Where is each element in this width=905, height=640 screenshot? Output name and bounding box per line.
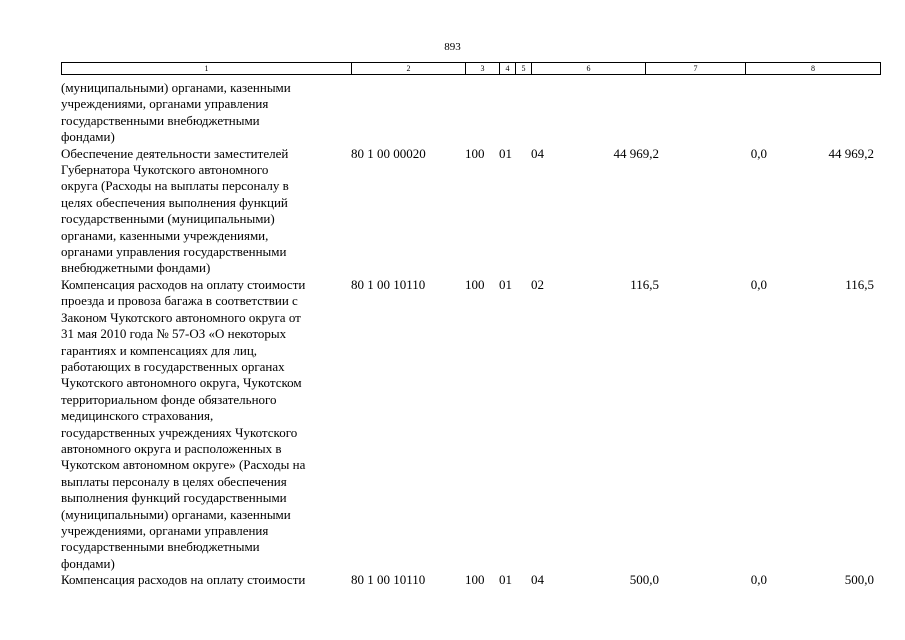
subsection-code: 04 (531, 145, 544, 161)
expense-name: Компенсация расходов на оплату стоимости проезда и провоза багажа в соответствии с Законом Чукотского автономного округа от 31 мая 2010 года № 57-ОЗ «О некоторых гарантиях и компенсациях для лиц, работающих в государственных органах Чукотского автономного округа, Чукотском территориальном фонде обязательного медицинского страхования, государственных учреждениях Чукотского автономного округа и расположенных в Чукотском автономном округе» (Расходы на выплаты персоналу в целях обеспечения выполнения функций государственными (муниципальными) органами, казенными учреждениями, органами управления государственными внебюджетными фондами) (61, 276, 306, 571)
budget-table-body (61, 80, 880, 589)
amount-column-7: 0,0 (750, 276, 767, 292)
table-row (61, 146, 880, 277)
header-column-7: 7 (646, 63, 746, 75)
header-column-6: 6 (532, 63, 646, 75)
subsection-code: 02 (531, 276, 544, 292)
section-code: 01 (499, 145, 512, 161)
amount-column-6: 116,5 (630, 276, 659, 292)
amount-column-6: 500,0 (629, 572, 659, 588)
header-column-3: 3 (466, 63, 500, 75)
subsection-code: 04 (531, 572, 544, 588)
expense-type-code: 100 (465, 145, 485, 161)
section-code: 01 (499, 276, 512, 292)
expense-name: Компенсация расходов на оплату стоимости (61, 572, 306, 588)
amount-column-8: 116,5 (845, 276, 874, 292)
amount-column-8: 500,0 (844, 572, 874, 588)
table-row (61, 572, 880, 588)
amount-column-7: 0,0 (750, 572, 767, 588)
column-number-header (61, 62, 881, 75)
page-number: 893 (444, 41, 461, 53)
expense-type-code: 100 (465, 572, 485, 588)
expense-type-code: 100 (465, 276, 485, 292)
header-column-8: 8 (746, 63, 881, 75)
table-row (61, 277, 880, 572)
amount-column-6: 44 969,2 (613, 145, 659, 161)
table-row (61, 80, 880, 146)
expense-name: (муниципальными) органами, казенными учреждениями, органами управления государственными внебюджетными фондами) (61, 80, 291, 145)
header-column-5: 5 (516, 63, 532, 75)
amount-column-7: 0,0 (750, 145, 767, 161)
expense-name: Обеспечение деятельности заместителей Губернатора Чукотского автономного округа (Расходы на выплаты персоналу в целях обеспечения выполнения функций государственными (муниципальными) органами, казенными учреждениями, органами управления государственными внебюджетными фондами) (61, 145, 289, 276)
target-article-code: 80 1 00 10110 (351, 572, 426, 588)
amount-column-8: 44 969,2 (828, 145, 874, 161)
header-column-2: 2 (352, 63, 466, 75)
section-code: 01 (499, 572, 512, 588)
target-article-code: 80 1 00 10110 (351, 276, 426, 292)
header-column-4: 4 (500, 63, 516, 75)
header-column-1: 1 (62, 63, 352, 75)
target-article-code: 80 1 00 00020 (351, 145, 426, 161)
